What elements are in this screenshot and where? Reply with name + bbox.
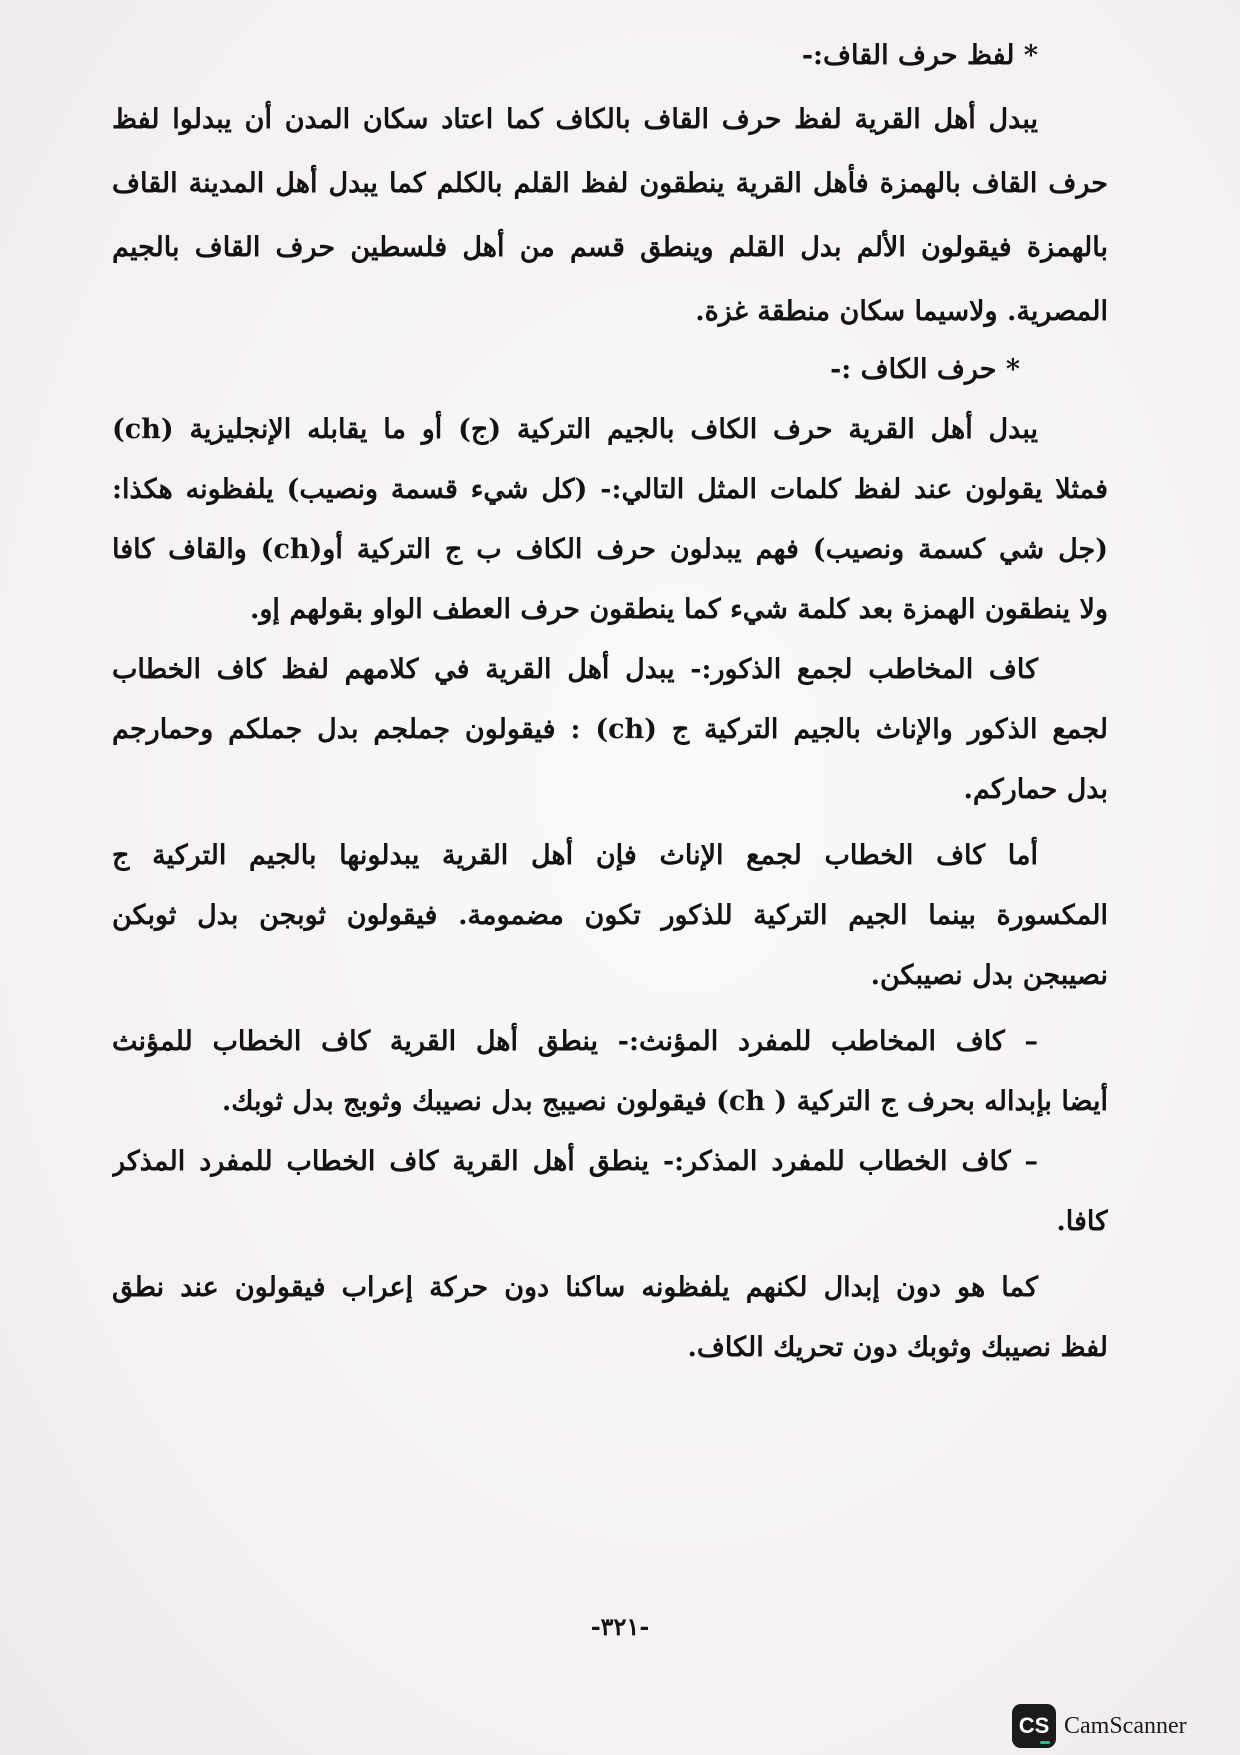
heading-qaf: * لفظ حرف القاف:- (801, 40, 1038, 71)
body-text (112, 24, 1108, 1363)
paragraph-line: (جل شي كسمة ونصيب) فهم يبدلون حرف الكاف ب ج التركية أو(ch) والقاف كافا (112, 534, 1108, 565)
page-number: -٣٢١- (590, 1612, 650, 1641)
paragraph-line: يبدل أهل القرية حرف الكاف بالجيم التركية (ج) أو ما يقابله الإنجليزية (ch) (112, 414, 1038, 445)
camscanner-logo-icon: CS (1012, 1704, 1056, 1748)
paragraph-line: ولا ينطقون الهمزة بعد كلمة شيء كما ينطقون حرف العطف الواو بقولهم إو. (249, 594, 1108, 625)
paragraph-line: فمثلا يقولون عند لفظ كلمات المثل التالي:- (كل شيء قسمة ونصيب) يلفظونه هكذا: (112, 474, 1108, 505)
paragraph-line: نصيبجن بدل نصيبكن. (870, 960, 1108, 991)
paragraph-line: – كاف المخاطب للمفرد المؤنث:- ينطق أهل القرية كاف الخطاب للمؤنث (112, 1026, 1038, 1057)
paragraph-line: بالهمزة فيقولون الألم بدل القلم وينطق قسم من أهل فلسطين حرف القاف بالجيم (112, 232, 1108, 263)
paragraph-line: حرف القاف بالهمزة فأهل القرية ينطقون لفظ القلم بالكلم كما يبدل أهل المدينة القاف (112, 168, 1108, 199)
paragraph-line: – كاف الخطاب للمفرد المذكر:- ينطق أهل القرية كاف الخطاب للمفرد المذكر (112, 1146, 1038, 1177)
paragraph-line: أيضا بإبداله بحرف ج التركية ( ch) فيقولون نصيبج بدل نصيبك وثوبج بدل ثوبك. (221, 1086, 1108, 1117)
paragraph-line: يبدل أهل القرية لفظ حرف القاف بالكاف كما اعتاد سكان المدن أن يبدلوا لفظ (112, 104, 1038, 135)
paragraph-line: كافا. (1056, 1206, 1108, 1237)
paragraph-line: كاف المخاطب لجمع الذكور:- يبدل أهل القرية في كلامهم لفظ كاف الخطاب (112, 654, 1038, 685)
paragraph-line: كما هو دون إبدال لكنهم يلفظونه ساكنا دون حركة إعراب فيقولون عند نطق (112, 1272, 1038, 1303)
paragraph-line: لجمع الذكور والإناث بالجيم التركية ج (ch) : فيقولون جملجم بدل جملكم وحمارجم (112, 714, 1108, 745)
camscanner-watermark (1012, 1704, 1187, 1748)
paragraph-line: المصرية. ولاسيما سكان منطقة غزة. (695, 296, 1108, 327)
paragraph-line: المكسورة بينما الجيم التركية للذكور تكون مضمومة. فيقولون ثوبجن بدل ثوبكن (112, 900, 1108, 931)
paragraph-line: أما كاف الخطاب لجمع الإناث فإن أهل القرية يبدلونها بالجيم التركية ج (112, 840, 1038, 871)
heading-kaf: * حرف الكاف :- (830, 354, 1020, 385)
paragraph-line: بدل حماركم. (963, 774, 1108, 805)
camscanner-brand: CamScanner (1064, 1712, 1187, 1739)
paragraph-line: لفظ نصيبك وثوبك دون تحريك الكاف. (687, 1332, 1108, 1363)
